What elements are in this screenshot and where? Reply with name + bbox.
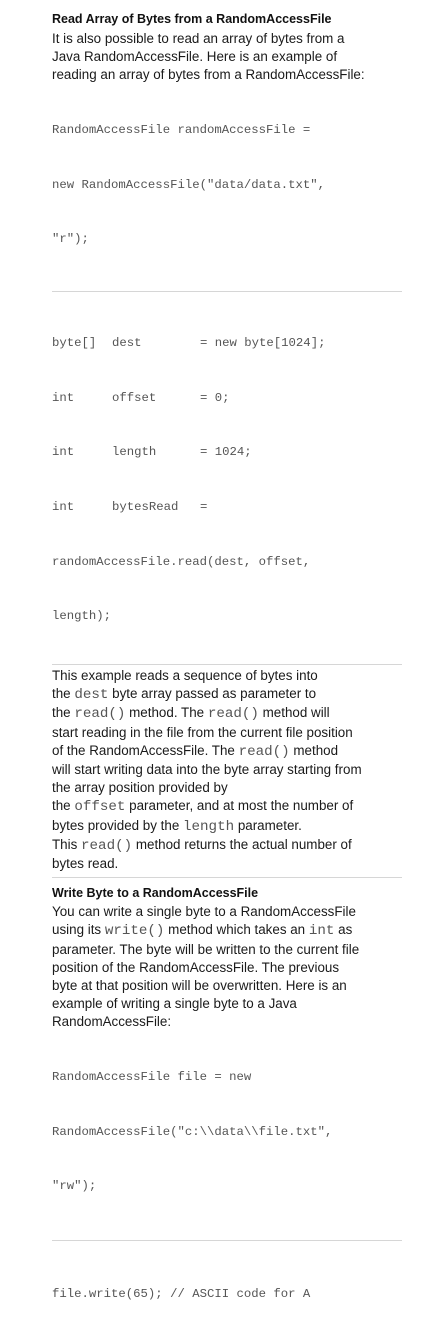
text-fragment: parameter, and at most the number of	[125, 798, 354, 814]
code-assign: = 1024;	[200, 445, 252, 460]
code-var: length	[112, 445, 157, 460]
inline-code: read()	[81, 837, 133, 854]
text-fragment: This	[52, 836, 82, 852]
text-fragment: method which takes an	[164, 922, 309, 938]
text-fragment: using its	[52, 922, 105, 938]
inline-code: write()	[104, 923, 165, 940]
text-line: It is also possible to read an array of bytes from a	[52, 31, 345, 46]
intro-paragraph	[52, 30, 397, 85]
section-heading-write-byte: Write Byte to a RandomAccessFile	[52, 886, 259, 901]
text-fragment: of the RandomAccessFile. The	[52, 742, 239, 758]
inline-code: read()	[74, 706, 126, 723]
code-assign: =	[200, 500, 208, 515]
code-var: bytesRead	[112, 500, 179, 515]
text-line	[52, 921, 397, 940]
text-line: position of the RandomAccessFile. The previous	[52, 959, 340, 975]
code-type: int	[52, 390, 75, 405]
text-line	[52, 685, 397, 704]
text-line: Java RandomAccessFile. Here is an example of	[52, 49, 338, 65]
text-line: You can write a single byte to a RandomAccessFile	[52, 904, 356, 920]
text-line	[52, 797, 397, 816]
code-line: "rw");	[52, 1179, 97, 1194]
code-block-open-rw	[52, 1032, 397, 1232]
text-fragment: method returns the actual number of	[132, 836, 352, 852]
code-line: "r");	[52, 232, 89, 247]
inline-code: offset	[74, 799, 126, 816]
code-type: int	[52, 500, 75, 515]
code-var: dest	[112, 336, 142, 351]
code-assign: = new byte[1024];	[200, 336, 326, 351]
text-line: This example reads a sequence of bytes into	[52, 667, 318, 683]
text-line	[52, 742, 397, 761]
write-paragraph	[52, 903, 397, 1031]
code-line: RandomAccessFile randomAccessFile =	[52, 123, 311, 138]
text-fragment: the	[52, 798, 75, 814]
text-fragment: the	[52, 686, 75, 702]
inline-code: dest	[74, 687, 109, 704]
explanation-paragraph	[52, 667, 397, 873]
text-fragment: method	[289, 742, 339, 758]
code-line: new RandomAccessFile("data/data.txt",	[52, 177, 326, 192]
text-fragment: method. The	[125, 705, 208, 721]
text-line	[52, 704, 397, 723]
code-type: byte[]	[52, 336, 97, 351]
text-line: RandomAccessFile:	[52, 1014, 172, 1030]
text-fragment: bytes provided by the	[52, 817, 184, 833]
article	[52, 0, 397, 1340]
inline-code: read()	[207, 706, 259, 723]
code-line	[52, 389, 397, 407]
code-block-open-file	[52, 85, 397, 285]
text-line: will start writing data into the byte array starting from	[52, 761, 362, 777]
code-line	[52, 334, 397, 352]
text-fragment: the	[52, 705, 75, 721]
code-line: length);	[52, 609, 112, 624]
text-line	[52, 836, 397, 855]
text-fragment: method will	[258, 705, 330, 721]
text-line: the array position provided by	[52, 780, 228, 796]
text-fragment: parameter.	[234, 817, 302, 833]
code-line: file.write(65); // ASCII code for A	[52, 1287, 311, 1302]
text-line: parameter. The byte will be written to the current file	[52, 941, 360, 957]
text-line: reading an array of bytes from a RandomAccessFile:	[52, 67, 365, 83]
inline-code: int	[308, 923, 335, 940]
inline-code: length	[183, 818, 235, 835]
code-type: int	[52, 445, 75, 460]
inline-code: read()	[238, 743, 290, 760]
code-assign: = 0;	[200, 390, 230, 405]
code-line	[52, 498, 397, 516]
text-line	[52, 817, 397, 836]
text-fragment: as	[334, 922, 353, 938]
text-line: byte at that position will be overwritten. Here is an	[52, 977, 347, 993]
code-line: randomAccessFile.read(dest, offset,	[52, 554, 311, 569]
code-line	[52, 443, 397, 461]
code-line: RandomAccessFile file = new	[52, 1069, 252, 1084]
text-line: bytes read.	[52, 855, 119, 871]
code-block-read-array	[52, 298, 397, 662]
text-line: start reading in the file from the current file position	[52, 724, 353, 740]
code-var: offset	[112, 390, 157, 405]
code-line: RandomAccessFile("c:\\data\\file.txt",	[52, 1124, 333, 1139]
section-heading-read-array: Read Array of Bytes from a RandomAccessFile	[52, 12, 332, 26]
text-line: example of writing a single byte to a Java	[52, 996, 297, 1012]
text-fragment: byte array passed as parameter to	[108, 686, 317, 702]
code-block-write	[52, 1249, 397, 1340]
